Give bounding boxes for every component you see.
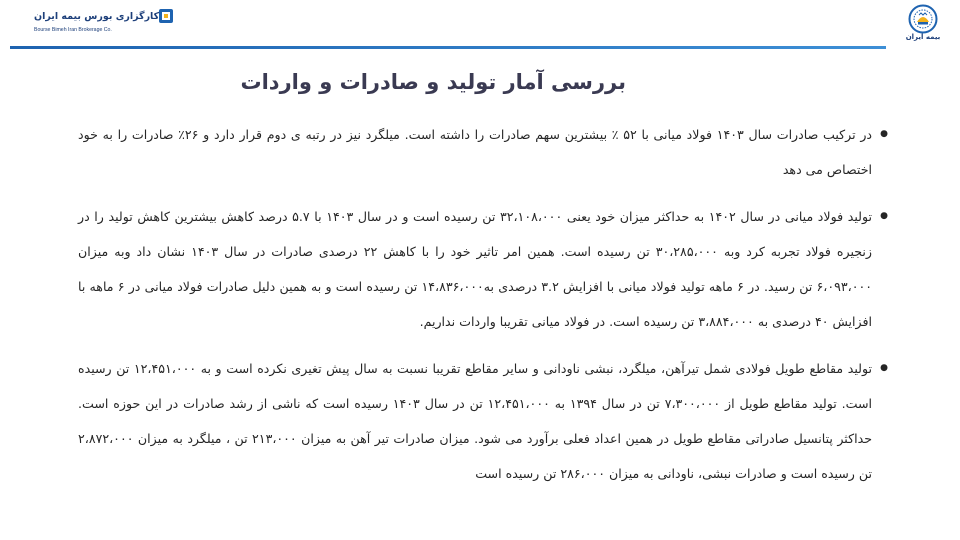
paragraph-2-text: تولید فولاد میانی در سال ۱۴۰۲ به حداکثر میزان خود یعنی ۳۲،۱۰۸،۰۰۰ تن رسیده است و در سال ۱۴۰۳ با ۵.۷ درصد کاهش بیشترین کاهش تولید را در زنجیره فولاد تجربه کرد وبه ۳۰،۲۸۵،۰۰۰ تن رسیده است. همین امر تاثیر خود را با کاهش ۲۲ درصدی صادرات در سال ۱۴۰۳ نشان داد وبه میزان ۶،۰۹۳،۰۰۰ تن رسید. در ۶ ماهه تولید فولاد میانی با افزایش ۳.۲ درصدی به۱۴،۸۳۶،۰۰۰ تن رسیده است و به همین دلیل صادرات فولاد میانی در ۶ ماهه با افزایش ۴۰ درصدی به ۳،۸۸۴،۰۰۰ تن رسیده است. در فولاد میانی تقریبا واردات نداریم. <box>78 209 872 329</box>
paragraph-3-text: تولید مقاطع طویل فولادی شمل تیرآهن، میلگرد، نبشی ناودانی و سایر مقاطع تقریبا نسبت به سال پیش تغیری نکرده است و به ۱۲،۴۵۱،۰۰۰ تن رسیده است. تولید مقاطع طویل از ۷،۳۰۰،۰۰۰ تن در سال ۱۳۹۴ به ۱۲،۴۵۱،۰۰۰ تن در سال ۱۴۰۳ رسیده است که ناشی از رشد صادرات در این حوزه است. حداکثر پتانسیل صادراتی مقاطع طویل در همین اعداد فعلی برآورد می شود. میزان صادرات تیر آهن به میزان ۲۱۳،۰۰۰ تن ، میلگرد به میزان ۲،۸۷۲،۰۰۰ تن رسیده است و صادرات نبشی، ناودانی به میزان ۲۸۶،۰۰۰ تن رسیده است <box>78 361 872 481</box>
paragraph-1 <box>78 117 888 187</box>
insurance-emblem <box>900 4 946 44</box>
paragraph-2 <box>78 199 888 339</box>
brokerage-logo <box>34 9 160 43</box>
emblem-label: بیمه ایران <box>905 33 941 41</box>
bullet-icon: ● <box>880 211 888 221</box>
content-body <box>78 117 888 503</box>
brokerage-name-en: Bourse Bimeh Iran Brokerage Co. <box>34 27 112 33</box>
paragraph-1-text: در ترکیب صادرات سال ۱۴۰۳ فولاد میانی با ۵۲ ٪ بیشترین سهم صادرات را داشته است. میلگرد نیز در رتبه ی دوم قرار دارد و ۲۶٪ صادرات را به خود اختصاص می دهد <box>78 127 873 177</box>
paragraph-3 <box>78 351 888 491</box>
brokerage-logo-row <box>34 9 176 23</box>
brokerage-name-fa: کارگزاری بورس بیمه ایران <box>34 10 160 22</box>
brokerage-mark-icon <box>159 9 173 23</box>
bullet-icon: ● <box>880 129 888 139</box>
header-divider <box>10 46 886 49</box>
bullet-icon: ● <box>880 363 888 373</box>
emblem-seal-icon <box>908 4 938 34</box>
page-title: بررسی آمار تولید و صادرات و واردات <box>240 70 626 94</box>
